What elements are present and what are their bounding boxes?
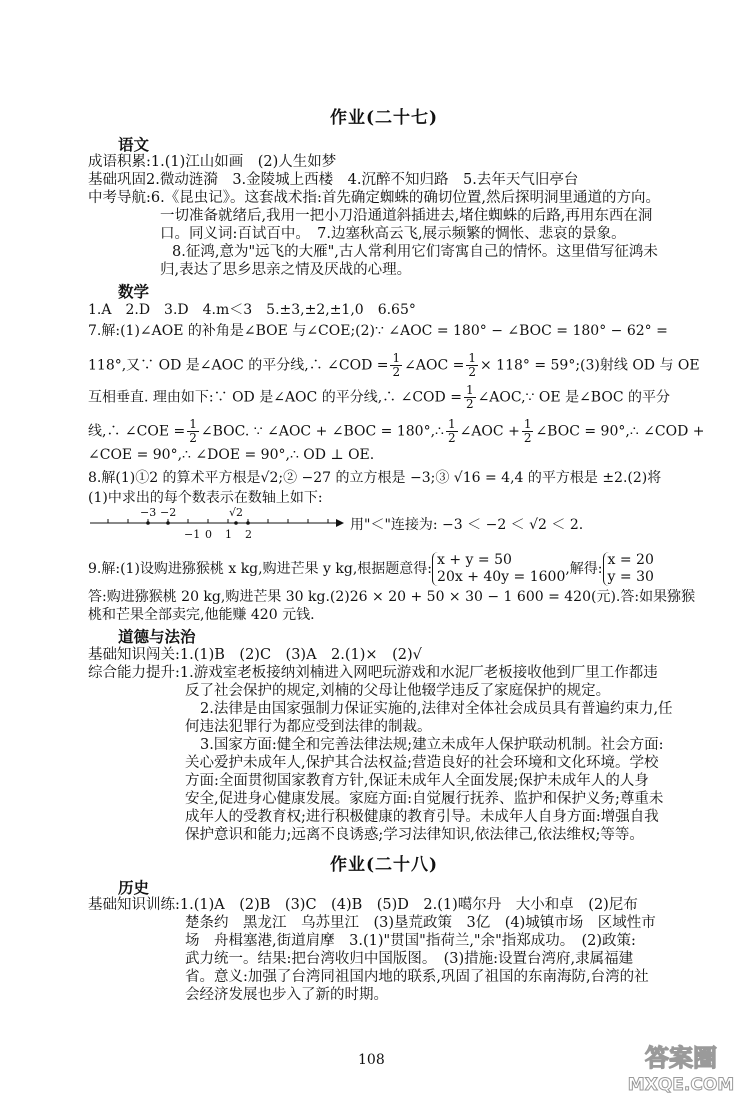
math-line: 1.A 2.D 3.D 4.m＜3 5.±3,±2,±1,0 6.65° [88, 302, 416, 318]
chinese-line: 一切准备就绪后,我用一把小刀沿通道斜插进去,堵住蜘蛛的后路,再用东西在洞 [160, 208, 653, 224]
history-line: 楚条约 黑龙江 乌苏里江 (3)垦荒政策 3亿 (4)城镇市场 区域性市 [185, 915, 656, 931]
math-subject-heading: 数学 [118, 283, 150, 301]
ethics-line: 关心爱护未成年人,保护其合法权益;营造良好的社会环境和文化环境。学校 [185, 755, 659, 771]
chinese-line: 归,表达了思乡思亲之情及厌战的心理。 [160, 262, 412, 278]
chinese-line: 成语积累:1.(1)江山如画 (2)人生如梦 [88, 154, 337, 170]
point-minus-3 [146, 521, 150, 525]
chinese-line: 8.征鸿,意为"远飞的大雁",古人常利用它们寄寓自己的情怀。这里借写征鸿未 [172, 244, 658, 260]
ethics-line: 反了社会保护的规定,刘楠的父母让他辍学违反了家庭保护的规定。 [185, 683, 611, 699]
chinese-line: 口。同义词:百试百中。 7.边塞秋高云飞,展示频繁的惆怅、悲哀的景象。 [160, 226, 626, 242]
ethics-line: 综合能力提升:1.游戏室老板接纳刘楠进入网吧玩游戏和水泥厂老板接收他到厂里工作都违 [88, 665, 658, 681]
math-line: ∠COE = 90°,∴ ∠DOE = 90°,∴ OD ⊥ OE. [88, 447, 375, 463]
fraction: $\frac{1}{2}$ [465, 383, 474, 411]
watermark-url: MXQE.COM [627, 1075, 735, 1095]
tick-label: −1 [184, 528, 201, 541]
fraction: $\frac{1}{2}$ [447, 417, 456, 445]
history-line: 场 舟楫塞港,街道肩摩 3.(1)"贯国"指荷兰,"余"指郑成功。 (2)政策: [185, 933, 636, 949]
point-sqrt2 [234, 521, 238, 525]
tick-label: 1 [225, 528, 232, 541]
homework-28-title: 作业(二十八) [330, 855, 439, 875]
history-line: 武力统一。结果:把台湾收归中国版图。 (3)措施:设置台湾府,隶属福建 [185, 951, 634, 967]
watermark-text: 答案圈 [645, 1044, 717, 1072]
fraction: $\frac{1}{2}$ [189, 417, 197, 445]
math-line: 9.解:(1)设购进猕猴桃 x kg,购进芒果 y kg,根据题意得: x + y = 50 20x + 40y = 1600 ,解得: x = 20 y = 30 [88, 552, 654, 585]
fraction: $\frac{1}{2}$ [523, 417, 532, 445]
math-line: 答:购进猕猴桃 20 kg,购进芒果 30 kg.(2)26 × 20 + 50 × 30 − 1 600 = 420(元).答:如果猕猴 [88, 589, 696, 605]
history-line: 基础知识训练:1.(1)A (2)B (3)C (4)B (5)D 2.(1)噶尔丹 大小和卓 (2)尼布 [88, 897, 638, 913]
arrow-right-icon [336, 519, 344, 527]
ethics-line: 何违法犯罪行为都应受到法律的制裁。 [185, 719, 432, 735]
ethics-line: 2.法律是由国家强制力保证实施的,法律对全体社会成员具有普遍约束力,任 [200, 701, 673, 717]
ethics-line: 保护意识和能力;远离不良诱惑;学习法律知识,依法律己,依法维权;等等。 [185, 827, 644, 843]
math-line: (1)中求出的每个数表示在数轴上如下: [88, 490, 323, 506]
number-line [88, 505, 348, 545]
fraction: $\frac{1}{2}$ [392, 351, 401, 379]
chinese-line: 中考导航:6.《昆虫记》。这套战术指:首先确定蜘蛛的确切位置,然后探明洞里通道的方向。 [88, 190, 660, 206]
tick-label: −3 [140, 506, 157, 519]
math-line: 8.解(1)①2 的算术平方根是√2;② −27 的立方根是 −3;③ √16 = 4,4 的平方根是 ±2.(2)将 [88, 470, 662, 486]
tick-label: −2 [160, 506, 177, 519]
equation-system: x + y = 50 20x + 40y = 1600 [432, 552, 565, 586]
tick-label: √2 [229, 506, 244, 519]
math-line: 线,∴ ∠COE = $\frac{1}{2}$ ∠BOC. ∵ ∠AOC + ∠BOC = 180°,∴ $\frac{1}{2}$ ∠AOC + $\frac{1}{2}$ ∠BOC = 90°,∴ ∠COD + [88, 417, 705, 445]
math-line: 桃和芒果全部卖完,他能赚 420 元钱. [88, 607, 315, 623]
ethics-line: 安全,促进身心健康发展。家庭方面:自觉履行抚养、监护和保护义务;尊重未 [185, 791, 664, 807]
history-line: 会经济发展也步入了新的时期。 [185, 987, 388, 1003]
tick-label: 0 [205, 528, 212, 541]
point-2 [246, 521, 250, 525]
math-line: 用"＜"连接为: −3 ＜ −2 ＜ √2 ＜ 2. [350, 517, 584, 533]
history-subject-heading: 历史 [118, 879, 150, 897]
watermark-logo-icon [622, 1040, 740, 1096]
ethics-subject-heading: 道德与法治 [118, 628, 196, 646]
math-line: 互相垂直. 理由如下:∵ OD 是∠AOC 的平分线,∴ ∠COD = $\frac{1}{2}$ ∠AOC,∵ OE 是∠BOC 的平分 [88, 383, 670, 411]
fraction: $\frac{1}{2}$ [468, 351, 476, 379]
math-line: 118°,又∵ OD 是∠AOC 的平分线,∴ ∠COD = $\frac{1}{2}$ ∠AOC = $\frac{1}{2}$ × 118° = 59°;(3)射线 OD 与 OE [88, 351, 700, 379]
chinese-subject-heading: 语文 [118, 136, 150, 154]
tick-label: 2 [245, 528, 252, 541]
homework-27-title: 作业(二十七) [330, 108, 439, 128]
math-line: 7.解:(1)∠AOE 的补角是∠BOE 与∠COE;(2)∵ ∠AOC = 180° − ∠BOC = 180° − 62° = [88, 323, 668, 339]
history-line: 省。意义:加强了台湾同祖国内地的联系,巩固了祖国的东南海防,台湾的社 [185, 969, 649, 985]
page-number: 108 [358, 1052, 385, 1068]
point-minus-2 [166, 521, 170, 525]
ethics-line: 成年人的受教育权;进行积极健康的教育引导。未成年人自身方面:增强自我 [185, 809, 659, 825]
ethics-line: 3.国家方面:健全和完善法律法规;建立未成年人保护联动机制。社会方面: [200, 737, 664, 753]
chinese-line: 基础巩固2.微动涟漪 3.金陵城上西楼 4.沉醉不知归路 5.去年天气旧亭台 [88, 172, 579, 188]
equation-solution: x = 20 y = 30 [603, 552, 654, 586]
ethics-line: 基础知识闯关:1.(1)B (2)C (3)A 2.(1)× (2)√ [88, 647, 422, 663]
ethics-line: 方面:全面贯彻国家教育方针,保证未成年人全面发展;保护未成年人的人身 [185, 773, 649, 789]
